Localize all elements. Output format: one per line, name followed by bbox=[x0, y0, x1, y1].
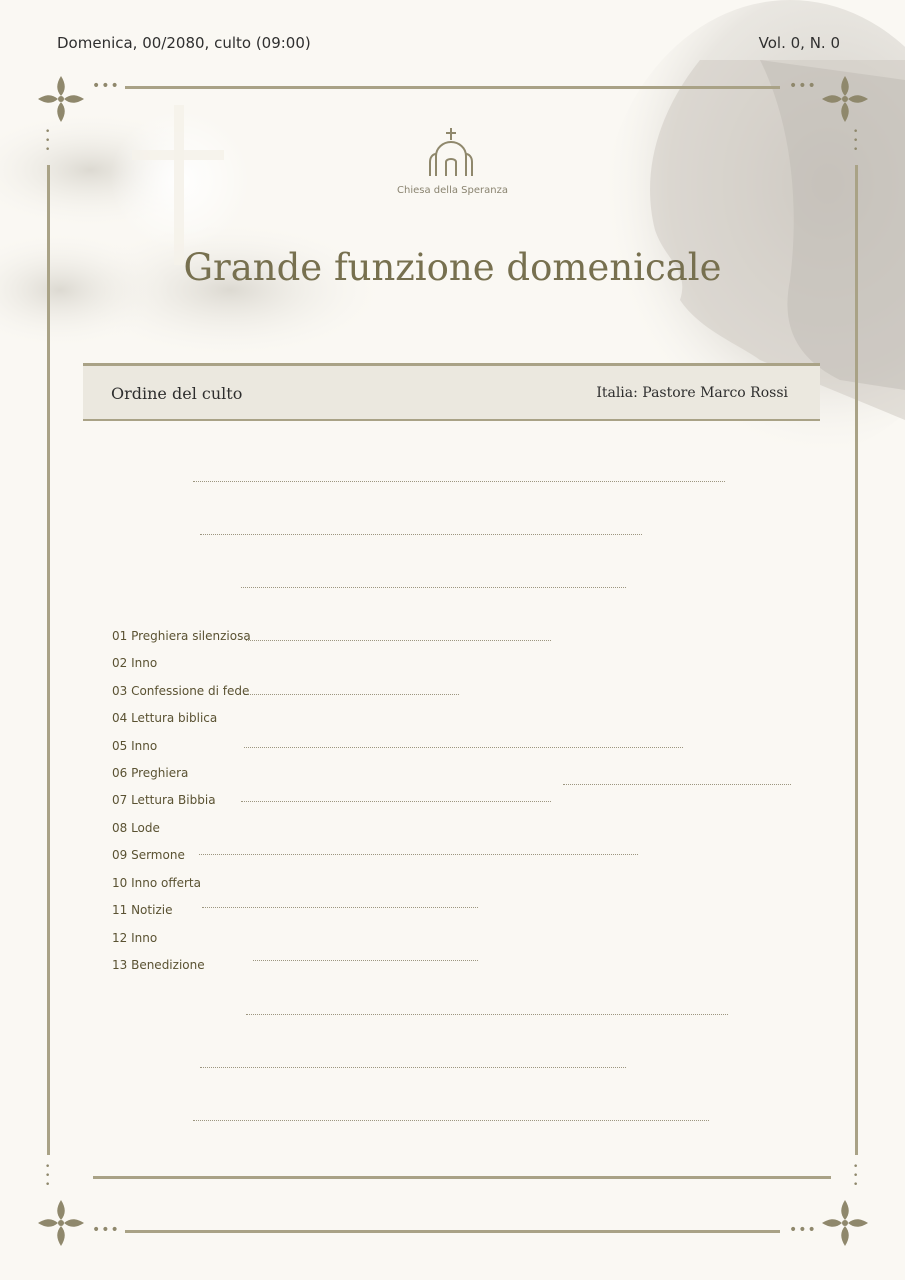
order-item: 08 Lode bbox=[112, 821, 160, 835]
order-item: 03 Confessione di fede bbox=[112, 684, 250, 698]
dotted-line bbox=[253, 960, 478, 961]
frame-left-line bbox=[47, 165, 50, 1155]
church-icon bbox=[428, 126, 474, 178]
dotted-line bbox=[241, 587, 626, 588]
page-title: Grande funzione domenicale bbox=[183, 246, 722, 289]
volume-label: Vol. 0, N. 0 bbox=[758, 34, 840, 52]
dotted-line bbox=[563, 784, 791, 785]
dots-ornament: • • • bbox=[45, 127, 52, 155]
dotted-line bbox=[244, 747, 683, 748]
dots-ornament: ••• bbox=[92, 78, 120, 94]
dotted-line bbox=[244, 694, 459, 695]
frame-inner-bottom-line bbox=[93, 1176, 831, 1179]
dotted-line bbox=[246, 640, 551, 641]
order-item: 13 Benedizione bbox=[112, 958, 205, 972]
dotted-line bbox=[193, 481, 725, 482]
dotted-line bbox=[200, 534, 642, 535]
fleur-ornament-icon bbox=[34, 1196, 88, 1250]
frame-top-line bbox=[125, 86, 780, 89]
dots-ornament: ••• bbox=[92, 1222, 120, 1238]
fleur-ornament-icon bbox=[818, 72, 872, 126]
fleur-ornament-icon bbox=[34, 72, 88, 126]
order-item: 04 Lettura biblica bbox=[112, 711, 218, 725]
dots-ornament: • • • bbox=[45, 1162, 52, 1190]
pastor-label: Italia: Pastore Marco Rossi bbox=[596, 385, 788, 401]
order-item: 11 Notizie bbox=[112, 903, 173, 917]
dots-ornament: ••• bbox=[789, 78, 817, 94]
order-header-bar bbox=[83, 363, 820, 421]
dots-ornament: • • • bbox=[853, 127, 860, 155]
dotted-line bbox=[193, 1120, 709, 1121]
date-line: Domenica, 00/2080, culto (09:00) bbox=[57, 34, 311, 52]
order-item: 10 Inno offerta bbox=[112, 876, 201, 890]
church-name: Chiesa della Speranza bbox=[397, 185, 508, 196]
dots-ornament: ••• bbox=[789, 1222, 817, 1238]
order-item: 09 Sermone bbox=[112, 848, 185, 862]
order-item: 05 Inno bbox=[112, 739, 158, 753]
frame-bottom-line bbox=[125, 1230, 780, 1233]
dotted-line bbox=[246, 1014, 728, 1015]
dotted-line bbox=[200, 1067, 626, 1068]
fleur-ornament-icon bbox=[818, 1196, 872, 1250]
frame-right-line bbox=[855, 165, 858, 1155]
order-item: 07 Lettura Bibbia bbox=[112, 793, 216, 807]
order-label: Ordine del culto bbox=[111, 384, 243, 403]
order-item: 12 Inno bbox=[112, 931, 158, 945]
dotted-line bbox=[241, 801, 551, 802]
dots-ornament: • • • bbox=[853, 1162, 860, 1190]
dotted-line bbox=[202, 907, 478, 908]
order-item: 01 Preghiera silenziosa bbox=[112, 629, 251, 643]
order-item: 02 Inno bbox=[112, 656, 158, 670]
dotted-line bbox=[199, 854, 638, 855]
order-item: 06 Preghiera bbox=[112, 766, 189, 780]
